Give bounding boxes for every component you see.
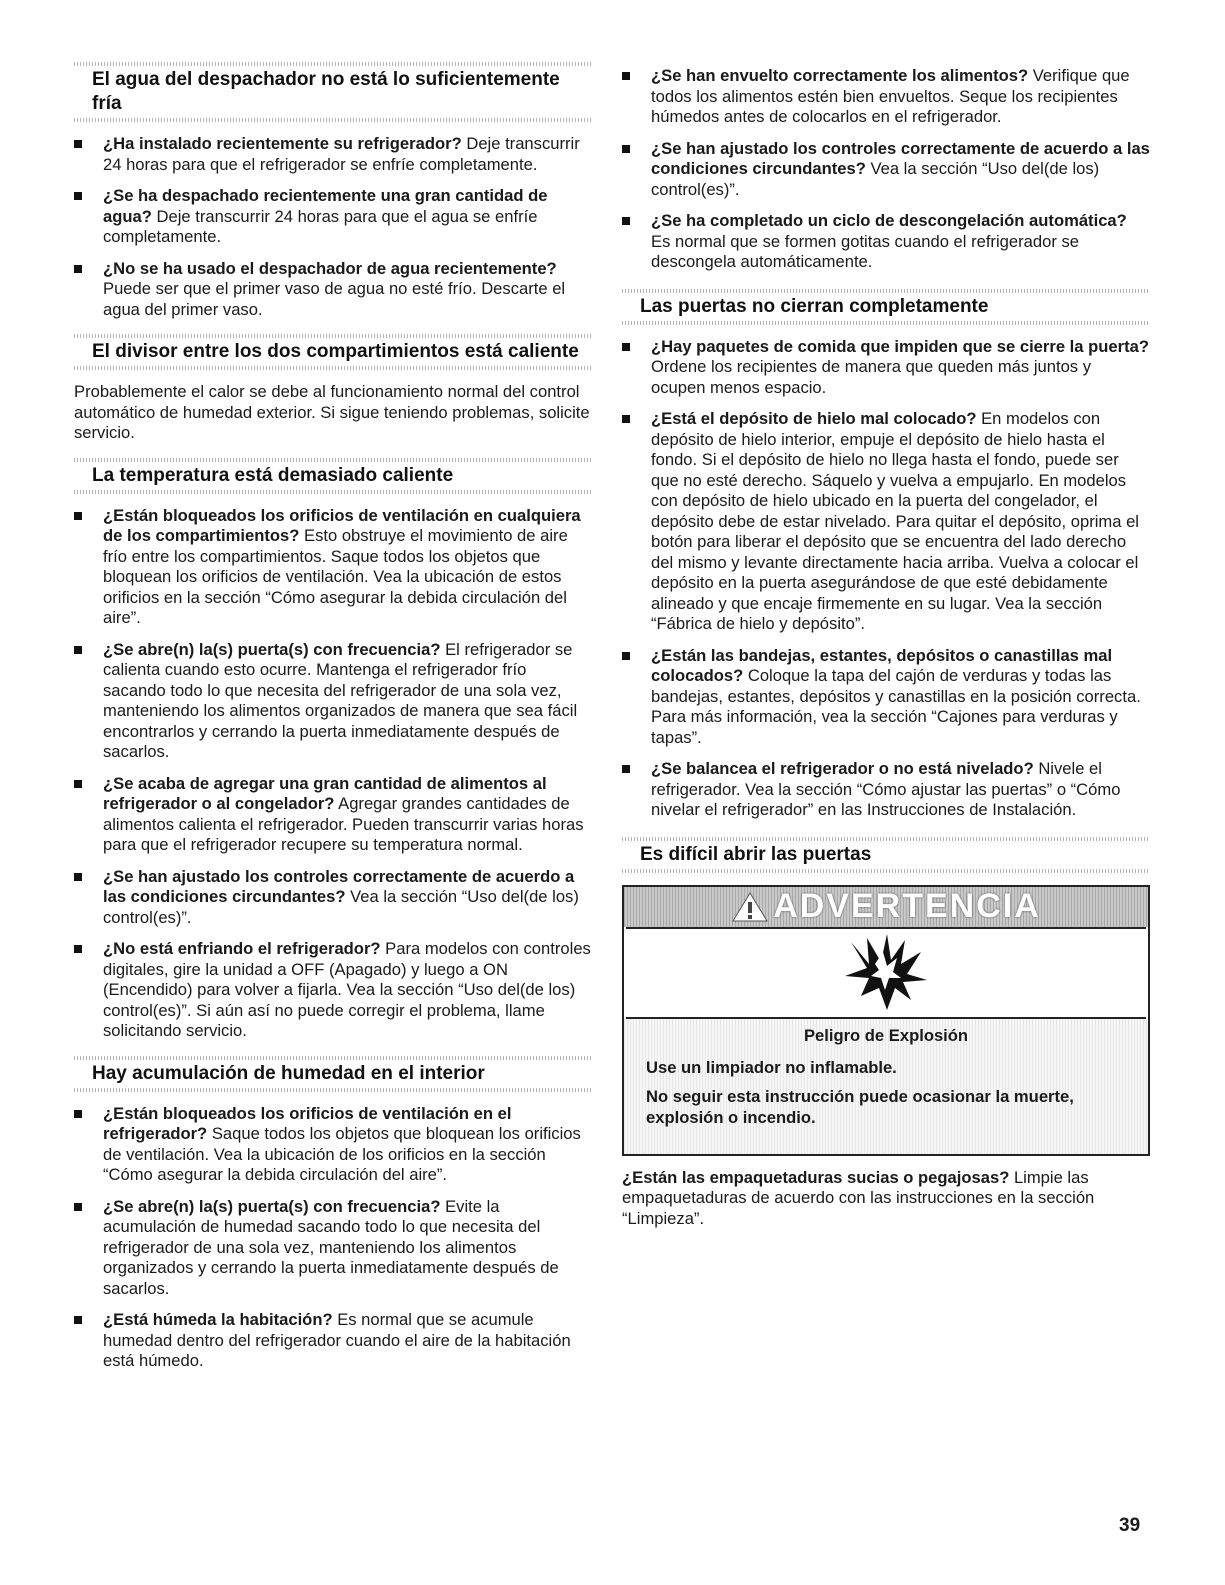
section-divider-hot: [74, 334, 592, 444]
section-continued-items: [622, 66, 1150, 273]
list-item: [74, 186, 592, 248]
item-answer: Agregar grandes cantidades de alimentos calienta el refrigerador. Pueden transcurrir varias horas para que el refrigerador recupere su temperatura normal.: [103, 794, 584, 854]
item-answer: Evite la acumulación de humedad sacando todo lo que necesita del refrigerador de una sola vez, manteniendo los alimentos organizados y cerrando la puerta inmediatamente después de sacarlos.: [103, 1196, 559, 1298]
right-column: [622, 62, 1150, 1243]
paragraph: Probablemente el calor se debe al funcionamiento normal del control automático de humedad exterior. Si sigue teniendo problemas, solicite servicio.: [74, 382, 590, 442]
item-answer: Es normal que se acumule humedad dentro del refrigerador cuando el aire de la habitación está húmedo.: [103, 1310, 571, 1370]
explosion-symbol: [626, 927, 1146, 1019]
list-item: [622, 409, 1150, 635]
item-question: ¿No está enfriando el refrigerador?: [103, 939, 381, 958]
item-answer: Vea la sección “Uso del(de los) control(es)”.: [103, 887, 579, 927]
list-item: [74, 1104, 592, 1186]
bullet-icon: [74, 512, 82, 520]
item-answer: Es normal que se formen gotitas cuando el refrigerador se descongela automáticamente.: [651, 231, 1079, 271]
item-answer: Limpie las empaquetaduras de acuerdo con las instrucciones en la sección “Limpieza”.: [622, 1167, 1095, 1228]
section-heading: El divisor entre los dos compartimientos está caliente: [74, 334, 592, 370]
list-item: [74, 867, 592, 929]
section-heading: La temperatura está demasiado caliente: [74, 458, 592, 494]
bullet-icon: [622, 145, 630, 153]
item-question: ¿Se abre(n) la(s) puerta(s) con frecuencia?: [103, 1196, 441, 1216]
list-item: [74, 259, 592, 321]
bullet-icon: [622, 765, 630, 773]
list-item: [622, 337, 1150, 399]
list-item: [74, 640, 592, 763]
bullet-icon: [74, 945, 82, 953]
item-answer: Ordene los recipientes de manera que queden más juntos y ocupen menos espacio.: [651, 357, 1092, 397]
section-heading: El agua del despachador no está lo suficientemente fría: [74, 62, 592, 122]
item-question: ¿Ha instalado recientemente su refrigerador?: [103, 134, 462, 153]
warning-instruction: Use un limpiador no inflamable.: [646, 1057, 897, 1077]
list-item: [622, 211, 1150, 273]
item-question: ¿Se acaba de agregar una gran cantidad de alimentos al refrigerador o al congelador?: [103, 773, 547, 813]
list-item: [622, 759, 1150, 821]
item-answer: Nivele el refrigerador. Vea la sección “Cómo ajustar las puertas” o “Cómo nivelar el refrigerador” en las Instrucciones de Instalación.: [651, 759, 1121, 819]
warning-consequence: No seguir esta instrucción puede ocasionar la muerte, explosión o incendio.: [646, 1086, 1074, 1127]
item-question: ¿Hay paquetes de comida que impiden que se cierre la puerta?: [651, 336, 1149, 356]
bullet-icon: [74, 646, 82, 654]
section-doors-hard-to-open: [622, 837, 1150, 1230]
bullet-icon: [74, 873, 82, 881]
item-answer: Deje transcurrir 24 horas para que el refrigerador se enfríe completamente.: [103, 134, 580, 174]
item-question: ¿Está el depósito de hielo mal colocado?: [651, 409, 977, 428]
item-answer: En modelos con depósito de hielo interior, empuje el depósito de hielo hasta el fondo. Si el depósito de hielo no llega hasta el fondo, puede ser que no esté derecho. Sáquelo y vuelva a empujarlo. En modelos con depósito de hielo ubicado en la puerta del congelador, el depósito debe de estar nivelado. Para quitar el depósito, oprima el botón para liberar el depósito que se encuentra del lado derecho del mismo y levante directamente hacia arriba. Vuelva a colocar el depósito en la puerta asegurándose de que esté debidamente alineado y que encaje firmemente en su lugar. Vea la sección “Fábrica de hielo y depósito”.: [651, 409, 1139, 633]
item-question: ¿Se balancea el refrigerador o no está nivelado?: [651, 759, 1034, 778]
item-question: ¿Está húmeda la habitación?: [103, 1310, 333, 1329]
item-question: ¿Se han ajustado los controles correctamente de acuerdo a las condiciones circundantes?: [651, 138, 1150, 178]
item-answer: Para modelos con controles digitales, gire la unidad a OFF (Apagado) y luego a ON (Encendido) para volver a fijarla. Vea la sección “Uso del(de los) control(es)”. Si aún así no puede corregir el problema, llame solicitando servicio.: [103, 939, 591, 1040]
item-answer: Esto obstruye el movimiento de aire frío entre los compartimientos. Saque todos los objetos que bloquean los orificios de ventilación. Vea la ubicación de estos orificios en la sección “Cómo asegurar la debida circulación del aire”.: [103, 526, 568, 627]
list-item: [622, 646, 1150, 749]
section-heading: Las puertas no cierran completamente: [622, 289, 1150, 325]
list-item: [74, 774, 592, 856]
warning-label: ADVERTENCIA: [773, 887, 1041, 925]
bullet-icon: [622, 72, 630, 80]
bullet-icon: [74, 1316, 82, 1324]
explosion-icon: [841, 934, 931, 1012]
item-answer: Puede ser que el primer vaso de agua no esté frío. Descarte el agua del primer vaso.: [103, 279, 566, 319]
warning-triangle-icon: [731, 891, 769, 923]
bullet-icon: [622, 415, 630, 423]
section-heading: Es difícil abrir las puertas: [622, 837, 1150, 873]
item-answer: Deje transcurrir 24 horas para que el agua se enfríe completamente.: [103, 206, 538, 246]
list-item: [74, 506, 592, 629]
section-temperature-warm: [74, 458, 592, 1042]
paragraph: [622, 1168, 1150, 1230]
section-doors-not-closing: [622, 289, 1150, 821]
item-question: ¿Están bloqueados los orificios de ventilación en el refrigerador?: [103, 1103, 512, 1143]
page-number: 39: [1119, 1515, 1141, 1536]
item-question: ¿Están las bandejas, estantes, depósitos o canastillas mal colocados?: [651, 645, 1113, 685]
item-question: ¿Se han envuelto correctamente los alimentos?: [651, 66, 1029, 85]
list-item: [74, 134, 592, 175]
list-item: [622, 66, 1150, 128]
bullet-icon: [74, 192, 82, 200]
item-question: ¿Se ha completado un ciclo de descongelación automática?: [651, 211, 1127, 230]
list-item: [74, 939, 592, 1042]
warning-header: [624, 887, 1148, 927]
list-item: [622, 139, 1150, 201]
warning-box: [622, 885, 1150, 1156]
item-question: ¿Se han ajustado los controles correctamente de acuerdo a las condiciones circundantes?: [103, 866, 575, 906]
item-answer: El refrigerador se calienta cuando esto ocurre. Mantenga el refrigerador frío sacando todo lo que necesita del refrigerador de una sola vez, manteniendo los alimentos organizados de manera que sea fácil encontrarlos y cerrando la puerta inmediatamente después de sacarlos.: [103, 639, 578, 761]
bullet-icon: [74, 265, 82, 273]
item-question: ¿Se abre(n) la(s) puerta(s) con frecuencia?: [103, 639, 441, 659]
left-column: [74, 62, 592, 1383]
hazard-title: Peligro de Explosión: [803, 1025, 969, 1045]
item-question: ¿No se ha usado el despachador de agua recientemente?: [103, 258, 557, 278]
item-answer: Verifique que todos los alimentos estén bien envueltos. Seque los recipientes húmedos antes de colocarlos en el refrigerador.: [651, 66, 1130, 126]
list-item: [74, 1197, 592, 1300]
section-heading: Hay acumulación de humedad en el interior: [74, 1056, 592, 1092]
list-item: [74, 1310, 592, 1372]
bullet-icon: [74, 1110, 82, 1118]
warning-body: [624, 1019, 1148, 1154]
item-answer: Vea la sección “Uso del(de los) control(es)”.: [651, 159, 1100, 199]
item-question: ¿Están las empaquetaduras sucias o pegajosas?: [622, 1167, 1010, 1187]
item-answer: Coloque la tapa del cajón de verduras y todas las bandejas, estantes, depósitos y canastillas en la posición correcta. Para más información, vea la sección “Cajones para verduras y tapas”.: [651, 666, 1141, 747]
bullet-icon: [74, 140, 82, 148]
bullet-icon: [74, 1203, 82, 1211]
section-moisture-inside: [74, 1056, 592, 1372]
bullet-icon: [622, 343, 630, 351]
item-question: ¿Se ha despachado recientemente una gran cantidad de agua?: [103, 186, 548, 226]
bullet-icon: [622, 652, 630, 660]
section-water-not-cold: [74, 62, 592, 320]
bullet-icon: [622, 217, 630, 225]
item-answer: Saque todos los objetos que bloquean los orificios de ventilación. Vea la ubicación de los orificios en la sección “Cómo asegurar la debida circulación del aire”.: [103, 1124, 581, 1184]
item-question: ¿Están bloqueados los orificios de ventilación en cualquiera de los compartimientos?: [103, 505, 581, 545]
bullet-icon: [74, 780, 82, 788]
